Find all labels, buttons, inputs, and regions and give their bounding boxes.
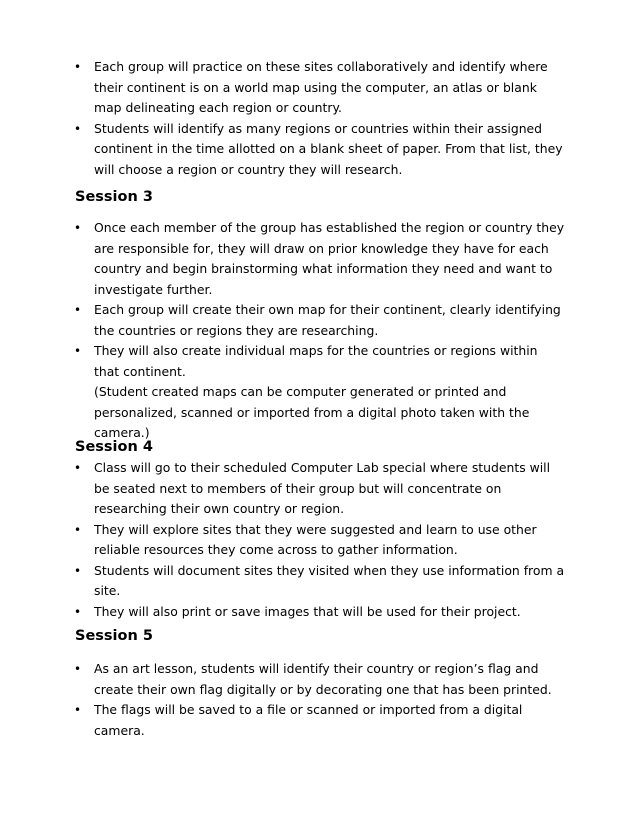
session-2-bullet-list	[0, 57, 566, 180]
list-item	[0, 458, 566, 520]
list-item	[0, 218, 566, 300]
bullet-icon: •	[74, 604, 82, 619]
bullet-icon: •	[74, 303, 82, 317]
bullet-text: Each group will practice on these sites collaboratively and identify where their continent is on a world map using the computer, an atlas or blank map delineating each region or country.	[94, 59, 548, 115]
bullet-text: Students will document sites they visited when they use information from a site.	[94, 562, 565, 598]
session-3-bullet-list	[0, 218, 566, 444]
bullet-icon: •	[74, 60, 82, 74]
bullet-text: Each group will create their own map for their continent, clearly identifying the countries or regions they are researching.	[94, 302, 561, 338]
session-3-heading: Session 3	[75, 189, 153, 205]
bullet-icon: •	[74, 522, 82, 537]
list-item	[0, 602, 566, 623]
bullet-icon: •	[74, 563, 82, 578]
bullet-text: They will also create individual maps for the countries or regions within that continent.	[94, 343, 538, 379]
list-item	[0, 700, 566, 741]
list-item	[0, 119, 566, 181]
session-5-bullet-list	[0, 659, 566, 741]
list-item	[0, 57, 566, 119]
list-item	[0, 341, 566, 444]
session-5-heading: Session 5	[75, 628, 153, 644]
bullet-text: Class will go to their scheduled Computer Lab special where students will be seated next to members of their group but will concentrate on researching their own country or region.	[94, 460, 551, 516]
session-4-heading: Session 4	[75, 439, 153, 455]
bullet-icon: •	[74, 662, 82, 676]
list-item	[0, 659, 566, 700]
bullet-icon: •	[74, 221, 82, 235]
list-item	[0, 561, 566, 602]
bullet-icon: •	[74, 703, 82, 717]
list-item	[0, 300, 566, 341]
map-note: (Student created maps can be computer generated or printed and personalized, scanned or imported from a digital photo taken with the camera.)	[94, 384, 530, 440]
bullet-text: They will also print or save images that will be used for their project.	[94, 603, 521, 619]
bullet-text: Once each member of the group has established the region or country they are responsible for, they will draw on prior knowledge they have for each country and begin brainstorming what information they need and want to investigate further.	[94, 220, 565, 297]
bullet-text: The flags will be saved to a file or scanned or imported from a digital camera.	[94, 702, 523, 738]
list-item	[0, 520, 566, 561]
bullet-icon: •	[74, 461, 82, 475]
session-4-bullet-list	[0, 458, 566, 622]
bullet-text: As an art lesson, students will identify their country or region’s flag and create their own flag digitally or by decorating one that has been printed.	[94, 661, 552, 697]
bullet-icon: •	[74, 344, 82, 358]
bullet-text: They will explore sites that they were suggested and learn to use other reliable resources they come across to gather information.	[94, 521, 537, 557]
bullet-icon: •	[74, 121, 82, 136]
bullet-text: Students will identify as many regions or countries within their assigned continent in the time allotted on a blank sheet of paper. From that list, they will choose a region or country they will research.	[94, 120, 563, 177]
